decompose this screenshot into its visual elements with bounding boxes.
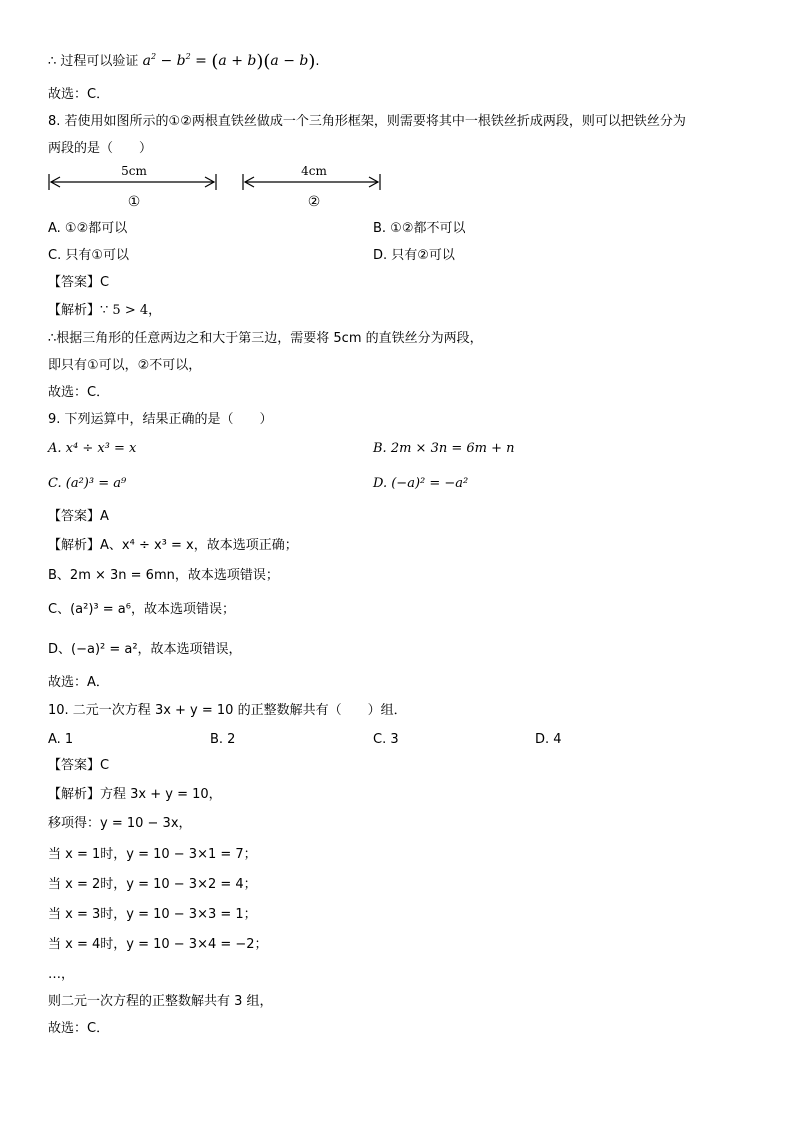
q9-option-a: A. x⁴ ÷ x³ = x xyxy=(48,441,137,456)
q8-option-d: D. 只有②可以 xyxy=(373,248,455,263)
q9-option-d: D. (−a)² = −a² xyxy=(373,476,469,491)
verify-text: 过程可以验证 xyxy=(60,54,139,69)
q9-option-b: B. 2m × 3n = 6m + n xyxy=(373,441,515,456)
q10-move-terms: 移项得：y = 10 − 3x， xyxy=(48,816,192,831)
difference-of-squares-formula: $a^2 - b^2 = (a + b)(a - b)$ xyxy=(142,51,316,72)
q8-analysis-line2: ∴根据三角形的任意两边之和大于第三边，需要将 5cm 的直铁丝分为两段， xyxy=(48,331,483,346)
q9-answer: 【答案】A xyxy=(48,509,109,524)
q10-option-a: A. 1 xyxy=(48,732,74,747)
q10-option-d: D. 4 xyxy=(535,732,562,747)
q8-wire-figure xyxy=(46,160,386,216)
q8-option-b: B. ①②都不可以 xyxy=(373,221,466,236)
q9-option-c: C. (a²)³ = a⁹ xyxy=(48,476,127,491)
q10-case-4: 当 x = 4时，y = 10 − 3×4 = −2； xyxy=(48,937,268,952)
q8-analysis-line1: 【解析】∵ 5 > 4， xyxy=(48,303,162,318)
q10-answer: 【答案】C xyxy=(48,758,110,773)
wire1-number-label: ① xyxy=(127,194,141,210)
q9-question: 9. 下列运算中，结果正确的是（ ） xyxy=(48,412,273,427)
top-answer: 故选：C． xyxy=(48,87,110,102)
wire2-length-label: 4cm xyxy=(301,164,327,178)
q10-case-2: 当 x = 2时，y = 10 − 3×2 = 4； xyxy=(48,877,257,892)
q8-question-line1: 8. 若使用如图所示的①②两根直铁丝做成一个三角形框架，则需要将其中一根铁丝折成两段，则可以把铁丝分为 xyxy=(48,114,686,129)
q9-analysis-d: D、(−a)² = a²，故本选项错误， xyxy=(48,642,242,657)
q9-analysis-a: 【解析】A、x⁴ ÷ x³ = x，故本选项正确； xyxy=(48,538,298,553)
therefore-symbol: ∴ xyxy=(48,54,57,69)
q10-analysis-line1: 【解析】方程 3x + y = 10， xyxy=(48,787,222,802)
q9-analysis-b: B、2m × 3n = 6mn，故本选项错误； xyxy=(48,568,279,583)
q8-conclusion: 故选：C． xyxy=(48,385,110,400)
q9-analysis-c: C、(a²)³ = a⁶，故本选项错误； xyxy=(48,602,235,617)
q8-question-line2: 两段的是（ ） xyxy=(48,141,153,156)
q8-option-a: A. ①②都可以 xyxy=(48,221,128,236)
q8-option-c: C. 只有①可以 xyxy=(48,248,129,263)
q9-conclusion: 故选：A． xyxy=(48,675,109,690)
top-verification-line: ∴ 过程可以验证 $a^2 - b^2 = (a + b)(a - b)$. xyxy=(48,51,320,72)
wire2-number-label: ② xyxy=(307,194,321,210)
q10-ellipsis: …， xyxy=(48,967,75,982)
q8-answer: 【答案】C xyxy=(48,275,110,290)
q10-case-1: 当 x = 1时，y = 10 − 3×1 = 7； xyxy=(48,847,257,862)
q10-option-c: C. 3 xyxy=(373,732,399,747)
q10-case-3: 当 x = 3时，y = 10 − 3×3 = 1； xyxy=(48,907,257,922)
q10-summary: 则二元一次方程的正整数解共有 3 组， xyxy=(48,994,273,1009)
q8-analysis-line3: 即只有①可以，②不可以， xyxy=(48,358,202,373)
wire1-length-label: 5cm xyxy=(121,164,147,178)
q10-option-b: B. 2 xyxy=(210,732,236,747)
q10-question: 10. 二元一次方程 3x + y = 10 的正整数解共有（ ）组． xyxy=(48,703,407,718)
q10-conclusion: 故选：C． xyxy=(48,1021,110,1036)
